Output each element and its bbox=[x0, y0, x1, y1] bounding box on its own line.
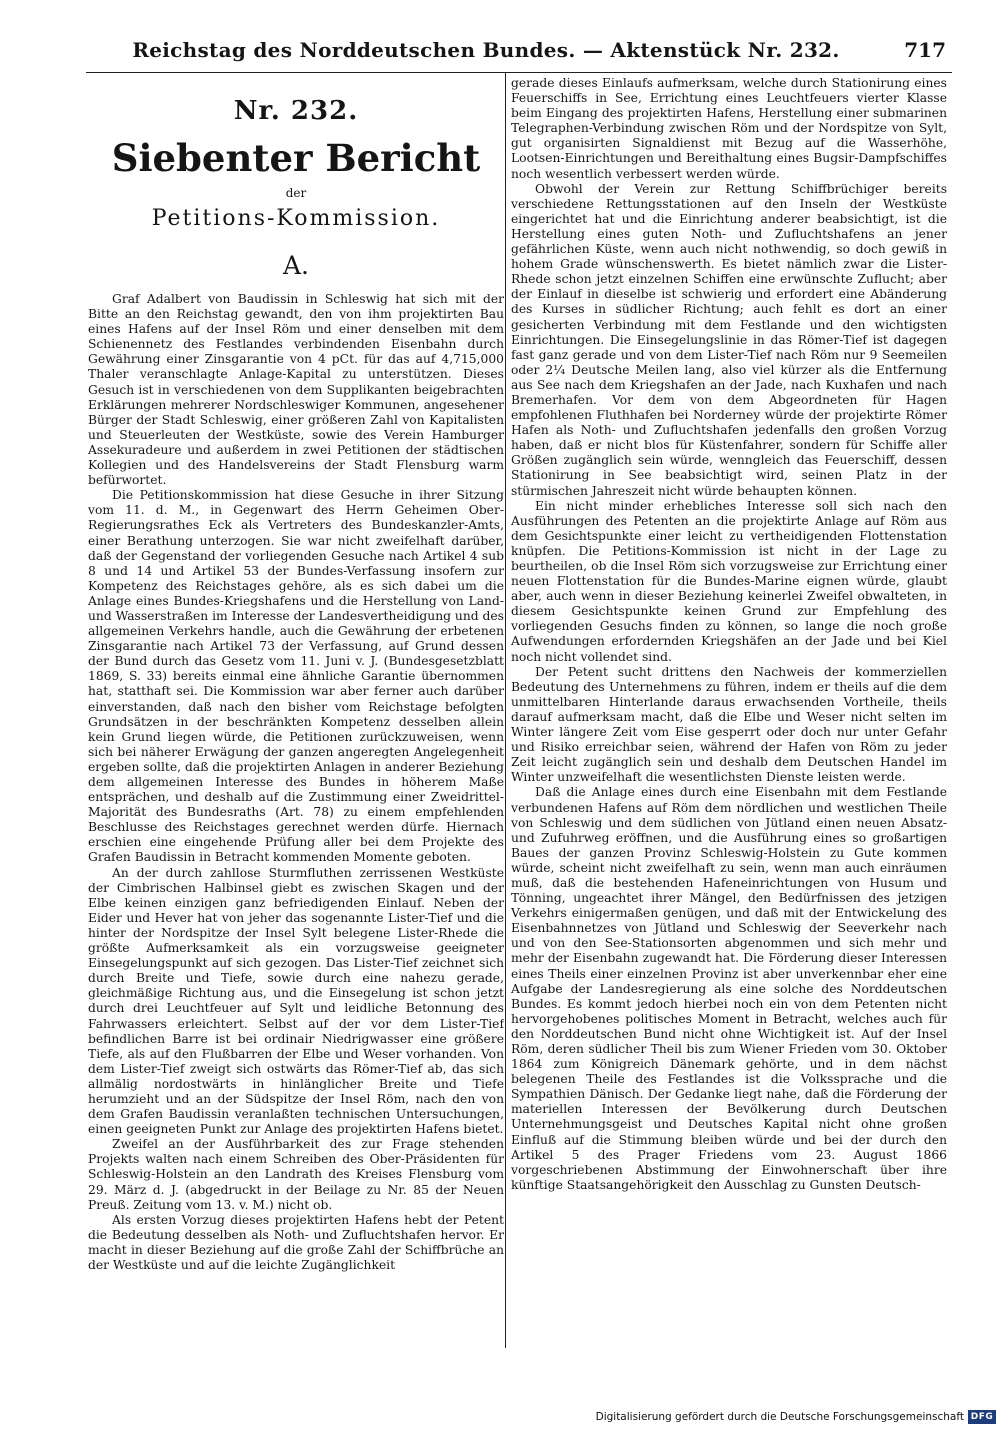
paragraph: Graf Adalbert von Baudissin in Schleswig hat sich mit der Bitte an den Reichstag gewandt, den von ihm projektirten Bau eines Hafens auf der Insel Röm und einer denselben mit dem Schienennetz des Festlandes verbindenden Eisenbahn durch Gewährung einer Zinsgarantie von 4 pCt. für das auf 4,715,000 Thaler veranschlagte Anlage-Kapital zu unterstützen. Dieses Gesuch ist in verschiedenen von dem Supplikanten beigebrachten Erklärungen mehrerer Nordschleswiger Kommunen, angesehener Bürger der Stadt Schleswig, einer größeren Zahl von Kapitalisten und Steuerleuten der Westküste, sowie des Verein Hamburger Assekuradeure und außerdem in zwei Petitionen der städtischen Kollegien und des Handelsvereins der Stadt Flensburg warm befürwortet. bbox=[88, 292, 504, 488]
article-title: Siebenter Bericht bbox=[111, 136, 481, 180]
paragraph-continued: gerade dieses Einlaufs aufmerksam, welche durch Stationirung eines Feuerschiffs in See, Errichtung eines Leuchtfeuers vierter Klasse beim Eingang des projektirten Hafens, Herstellung einer submarinen Telegraphen-Verbindung zwischen Röm und der Nordspitze von Sylt, gut organisirten Signaldienst mit Bezug auf die Wasserhöhe, Lootsen-Einrichtungen und Bereithaltung eines Bugsir-Dampfschiffes noch wesentlich verbessert werden würde. bbox=[511, 76, 947, 181]
section-heading: A. bbox=[282, 251, 309, 280]
paragraph: Daß die Anlage eines durch eine Eisenbahn mit dem Festlande verbundenen Hafens auf Röm dem nördlichen und westlichen Theile von Schleswig und dem südlichen von Jütland einen neuen Absatz- und Zufuhrweg eröffnen, und die Ausführung eines so großartigen Baues der ganzen Provinz Schleswig-Holstein zu Gute kommen würde, scheint nicht zweifelhaft zu sein, wenn man auch einräumen muß, daß die bestehenden Hafeneinrichtungen von Husum und Tönning, ungeachtet ihrer Mängel, den Bedürfnissen des jetzigen Verkehrs einigermaßen genügen, und daß mit der Entwickelung des Eisenbahnnetzes von Jütland und Schleswig der Seeverkehr nach und von den See-Stationsorten abgenommen und sich mehr und mehr der Eisenbahn zugewandt hat. Die Förderung dieser Interessen eines Theils einer einzelnen Provinz ist aber unverkennbar eher eine Aufgabe der Landesregierung als eine solche des Norddeutschen Bundes. Es kommt jedoch hierbei noch ein von dem Petenten nicht hervorgehobenes politisches Moment in Betracht, welches auch für den Norddeutschen Bund nicht ohne Wichtigkeit ist. Auf der Insel Röm, deren südlicher Theil bis zum Wiener Frieden vom 30. Oktober 1864 zum Königreich Dänemark gehörte, und in dem nächst belegenen Theile des Festlandes ist die Volkssprache und die Sympathien Dänisch. Der Gedanke liegt nahe, daß die Förderung der materiellen Interessen der Bevölkerung durch Deutschen Unternehmungsgeist und Deutsches Kapital nicht ohne großen Einfluß auf die Stimmung bleiben würde und bei der durch den Artikel 5 des Prager Friedens vom 23. August 1866 vorgeschriebenen Abstimmung der Einwohnerschaft über ihre künftige Staatsangehörigkeit den Ausschlag zu Gunsten Deutsch- bbox=[511, 785, 947, 1192]
article-subtitle: Petitions-Kommission. bbox=[151, 206, 441, 231]
footer-text: Digitalisierung gefördert durch die Deutsche Forschungsgemeinschaft bbox=[595, 1411, 964, 1423]
paragraph: Zweifel an der Ausführbarkeit des zur Frage stehenden Projekts walten nach einem Schreiben des Ober-Präsidenten für Schleswig-Holstein an den Landrath des Kreises Flensburg vom 29. März d. J. (abgedruckt in der Beilage zu Nr. 85 der Neuen Preuß. Zeitung vom 13. v. M.) nicht ob. bbox=[88, 1137, 504, 1212]
running-header bbox=[86, 38, 956, 70]
header-title: Reichstag des Norddeutschen Bundes. — Aktenstück Nr. 232. bbox=[132, 38, 840, 62]
paragraph: Obwohl der Verein zur Rettung Schiffbrüchiger bereits verschiedene Rettungsstationen auf den Inseln der Westküste eingerichtet hat und die Einrichtung anderer beabsichtigt, ist die Herstellung eines guten Noth- und Zufluchtshafens an jener gefährlichen Küste, wenn auch nicht nothwendig, so doch gewiß in hohem Grade wünschenswerth. Es bietet nämlich zwar die Lister-Rhede schon jetzt einzelnen Schiffen eine erwünschte Zuflucht; aber der Einlauf in dieselbe ist schwierig und erfordert eine Abänderung des Kurses in südlicher Richtung; auch fehlt es dort an einer gesicherten Verbindung mit dem Festlande und den wichtigsten Einrichtungen. Die Einsegelungslinie in das Römer-Tief ist dagegen fast ganz gerade und von dem Lister-Tief nach Röm nur 9 Seemeilen oder 2¼ Deutsche Meilen lang, also viel kürzer als die Entfernung aus See nach dem Kriegshafen an der Jade, nach Kuxhafen und nach Bremerhafen. Vor dem von dem Abgeordneten für Hagen empfohlenen Fluthhafen bei Norderney würde der projektirte Römer Hafen als Noth- und Zufluchtshafen jedenfalls den großen Vorzug haben, daß er nicht blos für Küstenfahrer, sondern für Schiffe aller Größen zugänglich sein würde, wenngleich das Feuerschiff, dessen Stationirung in See beabsichtigt wird, seinen Platz in der stürmischen Jahreszeit nicht würde behaupten können. bbox=[511, 181, 947, 498]
paragraph: Der Petent sucht drittens den Nachweis der kommerziellen Bedeutung des Unternehmens zu führen, indem er theils auf die dem unmittelbaren Hinterlande daraus erwachsenden Vortheile, theils darauf aufmerksam macht, daß die Elbe und Weser nicht selten im Winter längere Zeit vom Eise gesperrt oder doch nur unter Gefahr und Risiko erreichbar seien, während der Hafen von Röm zu jeder Zeit leicht zugänglich sein und deshalb dem Deutschen Handel im Winter unzweifelhaft die wesentlichsten Dienste leisten werde. bbox=[511, 664, 947, 785]
header-rule bbox=[86, 72, 952, 73]
paragraph: Ein nicht minder erhebliches Interesse soll sich nach den Ausführungen des Petenten an die projektirte Anlage auf Röm aus dem Gesichtspunkte einer leicht zu vertheidigenden Flottenstation knüpfen. Die Petitions-Kommission ist nicht in der Lage zu beurtheilen, ob die Insel Röm sich vorzugsweise zur Errichtung einer neuen Flottenstation für die Bundes-Marine eignen würde, glaubt aber, auch wenn in dieser Beziehung keinerlei Zweifel obwalteten, in diesem Gesichtspunkte keinen Grund zur Empfehlung des vorliegenden Gesuchs finden zu können, so lange die noch große Aufwendungen erfordernden Kriegshäfen an der Jade und bei Kiel noch nicht vollendet sind. bbox=[511, 498, 947, 664]
article-number: Nr. 232. bbox=[233, 96, 359, 126]
paragraph: Als ersten Vorzug dieses projektirten Hafens hebt der Petent die Bedeutung desselben als Noth- und Zufluchtshafen hervor. Er macht in dieser Beziehung auf die große Zahl der Schiffbrüche an der Westküste und auf die leichte Zugänglichkeit bbox=[88, 1212, 504, 1272]
right-column bbox=[511, 76, 947, 1344]
page-number: 717 bbox=[904, 38, 946, 62]
column-divider bbox=[505, 73, 506, 1348]
paragraph: Die Petitionskommission hat diese Gesuche in ihrer Sitzung vom 11. d. M., in Gegenwart des Herrn Geheimen Ober-Regierungsrathes Eck als Vertreters des Bundeskanzler-Amts, einer Berathung unterzogen. Sie war nicht zweifelhaft darüber, daß der Gegenstand der vorliegenden Gesuche nach Artikel 4 sub 8 und 14 und Artikel 53 der Bundes-Verfassung insofern zur Kompetenz des Reichstages gehöre, als es sich dabei um die Anlage eines Bundes-Kriegshafens und die Herstellung von Land- und Wasserstraßen im Interesse der Landesvertheidigung und des allgemeinen Verkehrs handle, auch die Gewährung der erbetenen Zinsgarantie nach Artikel 73 der Verfassung, auf Grund dessen der Bund durch das Gesetz vom 11. Juni v. J. (Bundesgesetzblatt 1869, S. 33) bereits einmal eine ähnliche Garantie übernommen hat, statthaft sei. Die Kommission war aber ferner auch darüber einverstanden, daß nach den bisher vom Reichstage befolgten Grundsätzen in der beschränkten Kompetenz desselben allein kein Grund liegen würde, die Petitionen zurückzuweisen, wenn sich bei näherer Erwägung der ganzen angeregten Angelegenheit ergeben sollte, daß die projektirten Anlagen in anderer Beziehung dem allgemeinen Interesse des Bundes in höherem Maße entsprächen, und deshalb auf die Zustimmung einer Zweidrittel-Majorität des Bundesraths (Art. 78) zu einem empfehlenden Beschlusse des Reichstages gerechnet werden dürfe. Hiernach erschien eine eingehende Prüfung aller bei dem Projekte des Grafen Baudissin in Betracht kommenden Momente geboten. bbox=[88, 488, 504, 865]
article-der: der bbox=[285, 186, 307, 200]
paragraph: An der durch zahllose Sturmfluthen zerrissenen Westküste der Cimbrischen Halbinsel giebt es zwischen Skagen und der Elbe keinen einzigen ganz befriedigenden Einlauf. Neben der Eider und Hever hat von jeher das sogenannte Lister-Tief und die hinter der Nordspitze der Insel Sylt belegene Lister-Rhede die größte Aufmerksamkeit als ein vorzugsweise geeigneter Einsegelungspunkt auf sich gezogen. Das Lister-Tief zeichnet sich durch Breite und Tiefe, sowie durch eine nahezu gerade, gleichmäßige Richtung aus, und die Einsegelung ist schon jetzt durch drei Leuchtfeuer auf Sylt und leidliche Betonnung des Fahrwassers erleichtert. Selbst auf der vor dem Lister-Tief befindlichen Barre ist bei ordinair Niedrigwasser eine größere Tiefe, als auf den Flußbarren der Elbe und Weser vorhanden. Von dem Lister-Tief zweigt sich ostwärts das Römer-Tief ab, das sich allmälig nordostwärts in hinlänglicher Breite und Tiefe herumzieht und an der Südspitze der Insel Röm, nach den von dem Grafen Baudissin veranlaßten technischen Untersuchungen, einen geeigneten Punkt zur Anlage des projektirten Hafens bietet. bbox=[88, 865, 504, 1137]
digitization-credit bbox=[596, 1410, 996, 1424]
left-column bbox=[88, 92, 504, 1342]
dfg-logo: DFG bbox=[968, 1410, 996, 1424]
